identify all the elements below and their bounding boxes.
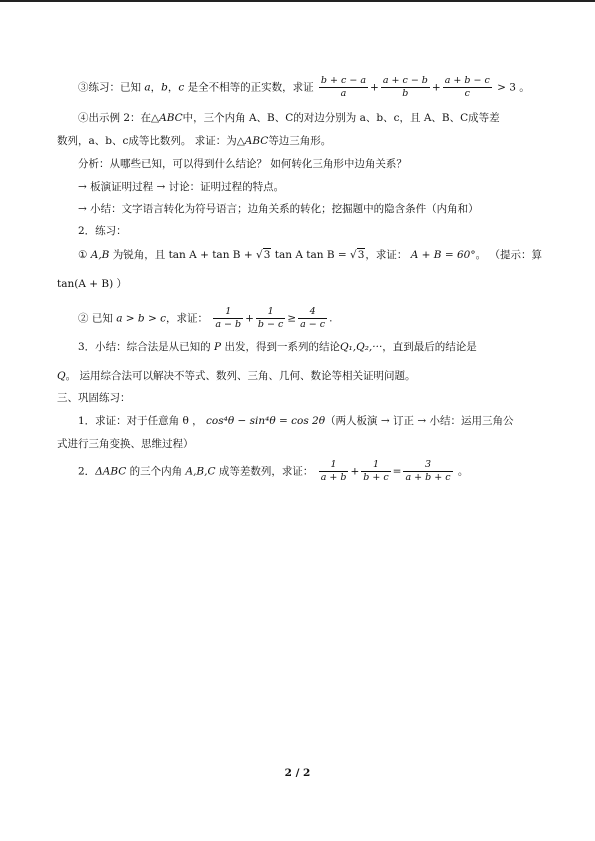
practice-1-line: ① A,B 为锐角，且 tan A + tan B + √3 tan A tan B = √3，求证： A + B = 60°。 （提示：算 (78, 249, 542, 261)
practice-1-hint-line: tan(A + B) ） (57, 278, 128, 290)
fraction-1: $\frac{b + c - a}{a}$ (320, 75, 366, 99)
synthesis-summary-line-2: Q。 运用综合法可以解决不等式、数列、三角、几何、数论等相关证明问题。 (57, 370, 416, 382)
board-demo-line: → 板演证明过程 → 讨论：证明过程的特点。 (78, 181, 285, 193)
fraction-7: $\frac{1}{a + b}$ (320, 459, 347, 483)
consolidation-1-line-2: 式进行三角变换、思维过程） (57, 438, 194, 450)
fraction-8: $\frac{1}{b + c}$ (363, 459, 389, 483)
fraction-9: $\frac{3}{a + b + c}$ (405, 459, 451, 483)
fraction-2: $\frac{a + c - b}{b}$ (382, 75, 428, 99)
consolidation-1-line: 1．求证：对于任意角 θ ， cos⁴θ − sin⁴θ = cos 2θ（两人板演 → 订正 → 小结：运用三角公 (78, 415, 514, 427)
fraction-4: $\frac{1}{a - b}$ (215, 306, 242, 330)
practice-2-line: ② 已知 a > b > c，求证： $\frac{1}{a - b}$ + $\frac{1}{b - c}$ ≥ $\frac{4}{a - c}$ . (78, 306, 333, 330)
example-2-line-1: ④出示例 2：在△ABC中，三个内角 A、B、C的对边分别为 a、b、c，且 A、B、C成等差 (78, 112, 500, 124)
consolidation-2-line: 2．ΔABC 的三个内角 A,B,C 成等差数列，求证： $\frac{1}{a + b}$ + $\frac{1}{b + c}$ = $\frac{3}{a + b + c}$ 。 (78, 459, 469, 483)
exercise-3-line: ③练习：已知 a，b，c 是全不相等的正实数，求证 $\frac{b + c - a}{a}$ + $\frac{a + c - b}{b}$ + $\frac{a + b - c}{c}$ > 3 。 (78, 75, 530, 99)
fraction-5: $\frac{1}{b - c}$ (257, 306, 284, 330)
page-number: 2 / 2 (284, 767, 311, 779)
summary-line: → 小结：文字语言转化为符号语言；边角关系的转化；挖掘题中的隐含条件（内角和） (78, 203, 479, 215)
page-top-rule (0, 0, 595, 2)
synthesis-summary-line-1: 3．小结：综合法是从已知的 P 出发，得到一系列的结论Q₁,Q₂,···，直到最后的结论是 (78, 341, 477, 353)
fraction-6: $\frac{4}{a - c}$ (300, 306, 326, 330)
example-2-line-2: 数列，a、b、c成等比数列。 求证：为△ABC等边三角形。 (57, 135, 332, 147)
section-3-heading: 三、巩固练习： (57, 392, 131, 404)
practice-heading: 2．练习： (78, 225, 127, 237)
analysis-line: 分析：从哪些已知，可以得到什么结论？ 如何转化三角形中边角关系？ (78, 158, 407, 170)
fraction-3: $\frac{a + b - c}{c}$ (444, 75, 490, 99)
